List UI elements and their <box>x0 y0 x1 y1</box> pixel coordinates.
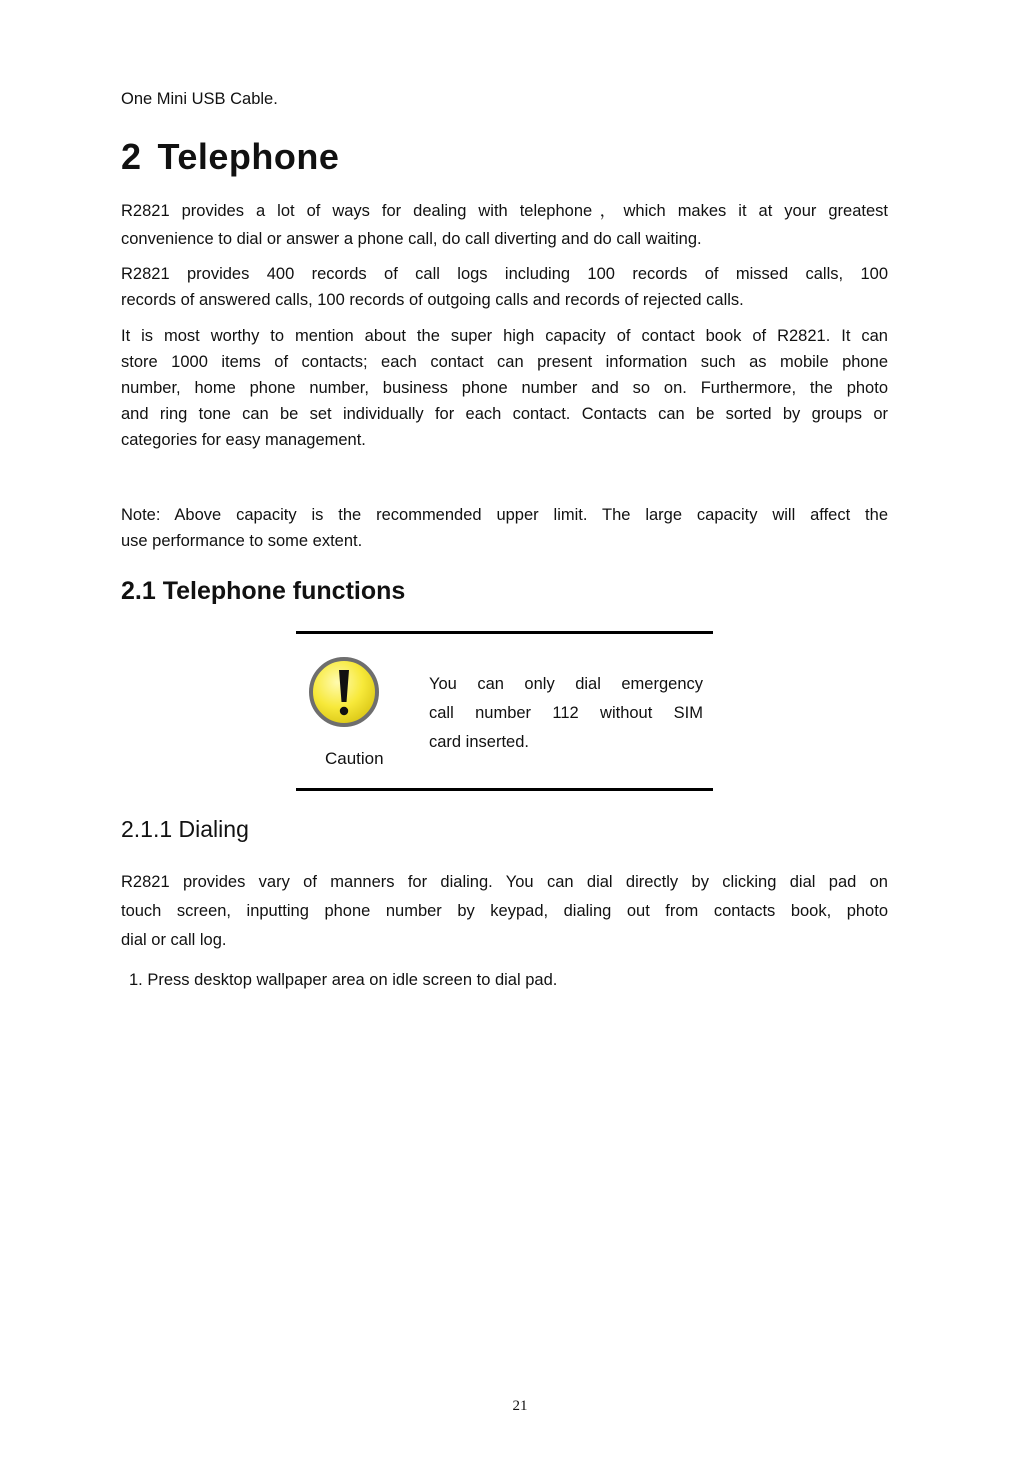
paragraph-call-logs <box>121 261 888 313</box>
caution-label: Caution <box>325 749 384 768</box>
caution-line: call number 112 without SIM <box>429 704 703 722</box>
paragraph-line: records of answered calls, 100 records of outgoing calls and records of rejected calls. <box>121 291 744 309</box>
paragraph-line: number, home phone number, business phone number and so on. Furthermore, the photo <box>121 379 888 397</box>
paragraph-dialing <box>121 868 888 955</box>
paragraph-line: Note: Above capacity is the recommended upper limit. The large capacity will affect the <box>121 506 888 524</box>
paragraph-line: use performance to some extent. <box>121 532 363 550</box>
section-title: Telephone <box>157 136 340 177</box>
caution-box <box>296 631 713 791</box>
intro-line: One Mini USB Cable. <box>121 90 278 108</box>
section-heading <box>121 133 339 181</box>
paragraph-contacts <box>121 323 888 453</box>
caution-line: card inserted. <box>429 733 529 751</box>
paragraph-line: R2821 provides 400 records of call logs including 100 records of missed calls, 100 <box>121 265 888 283</box>
paragraph-line: and ring tone can be set individually for each contact. Contacts can be sorted by groups or <box>121 405 888 423</box>
paragraph-line: touch screen, inputting phone number by keypad, dialing out from contacts book, photo <box>121 902 888 920</box>
paragraph-line: R2821 provides vary of manners for dialing. You can dial directly by clicking dial pad on <box>121 873 888 891</box>
paragraph-line: store 1000 items of contacts; each contact can present information such as mobile phone <box>121 353 888 371</box>
caution-text <box>429 670 703 757</box>
paragraph-ways <box>121 197 888 253</box>
paragraph-line: convenience to dial or answer a phone call, do call diverting and do call waiting. <box>121 230 702 248</box>
caution-exclamation-icon <box>308 656 380 728</box>
step-item: 1. Press desktop wallpaper area on idle screen to dial pad. <box>129 971 558 989</box>
section-number: 2 <box>121 136 142 177</box>
paragraph-line: dial or call log. <box>121 931 227 949</box>
page-number: 21 <box>512 1398 528 1414</box>
subsubsection-heading: 2.1.1 Dialing <box>121 816 249 842</box>
caution-line: You can only dial emergency <box>429 675 703 693</box>
paragraph-line: R2821 provides a lot of ways for dealing with telephone，which makes it at your greatest <box>121 202 888 220</box>
paragraph-line: categories for easy management. <box>121 431 366 449</box>
subsection-heading: 2.1 Telephone functions <box>121 577 406 605</box>
paragraph-line: It is most worthy to mention about the super high capacity of contact book of R2821. It can <box>121 327 888 345</box>
paragraph-note <box>121 502 888 554</box>
